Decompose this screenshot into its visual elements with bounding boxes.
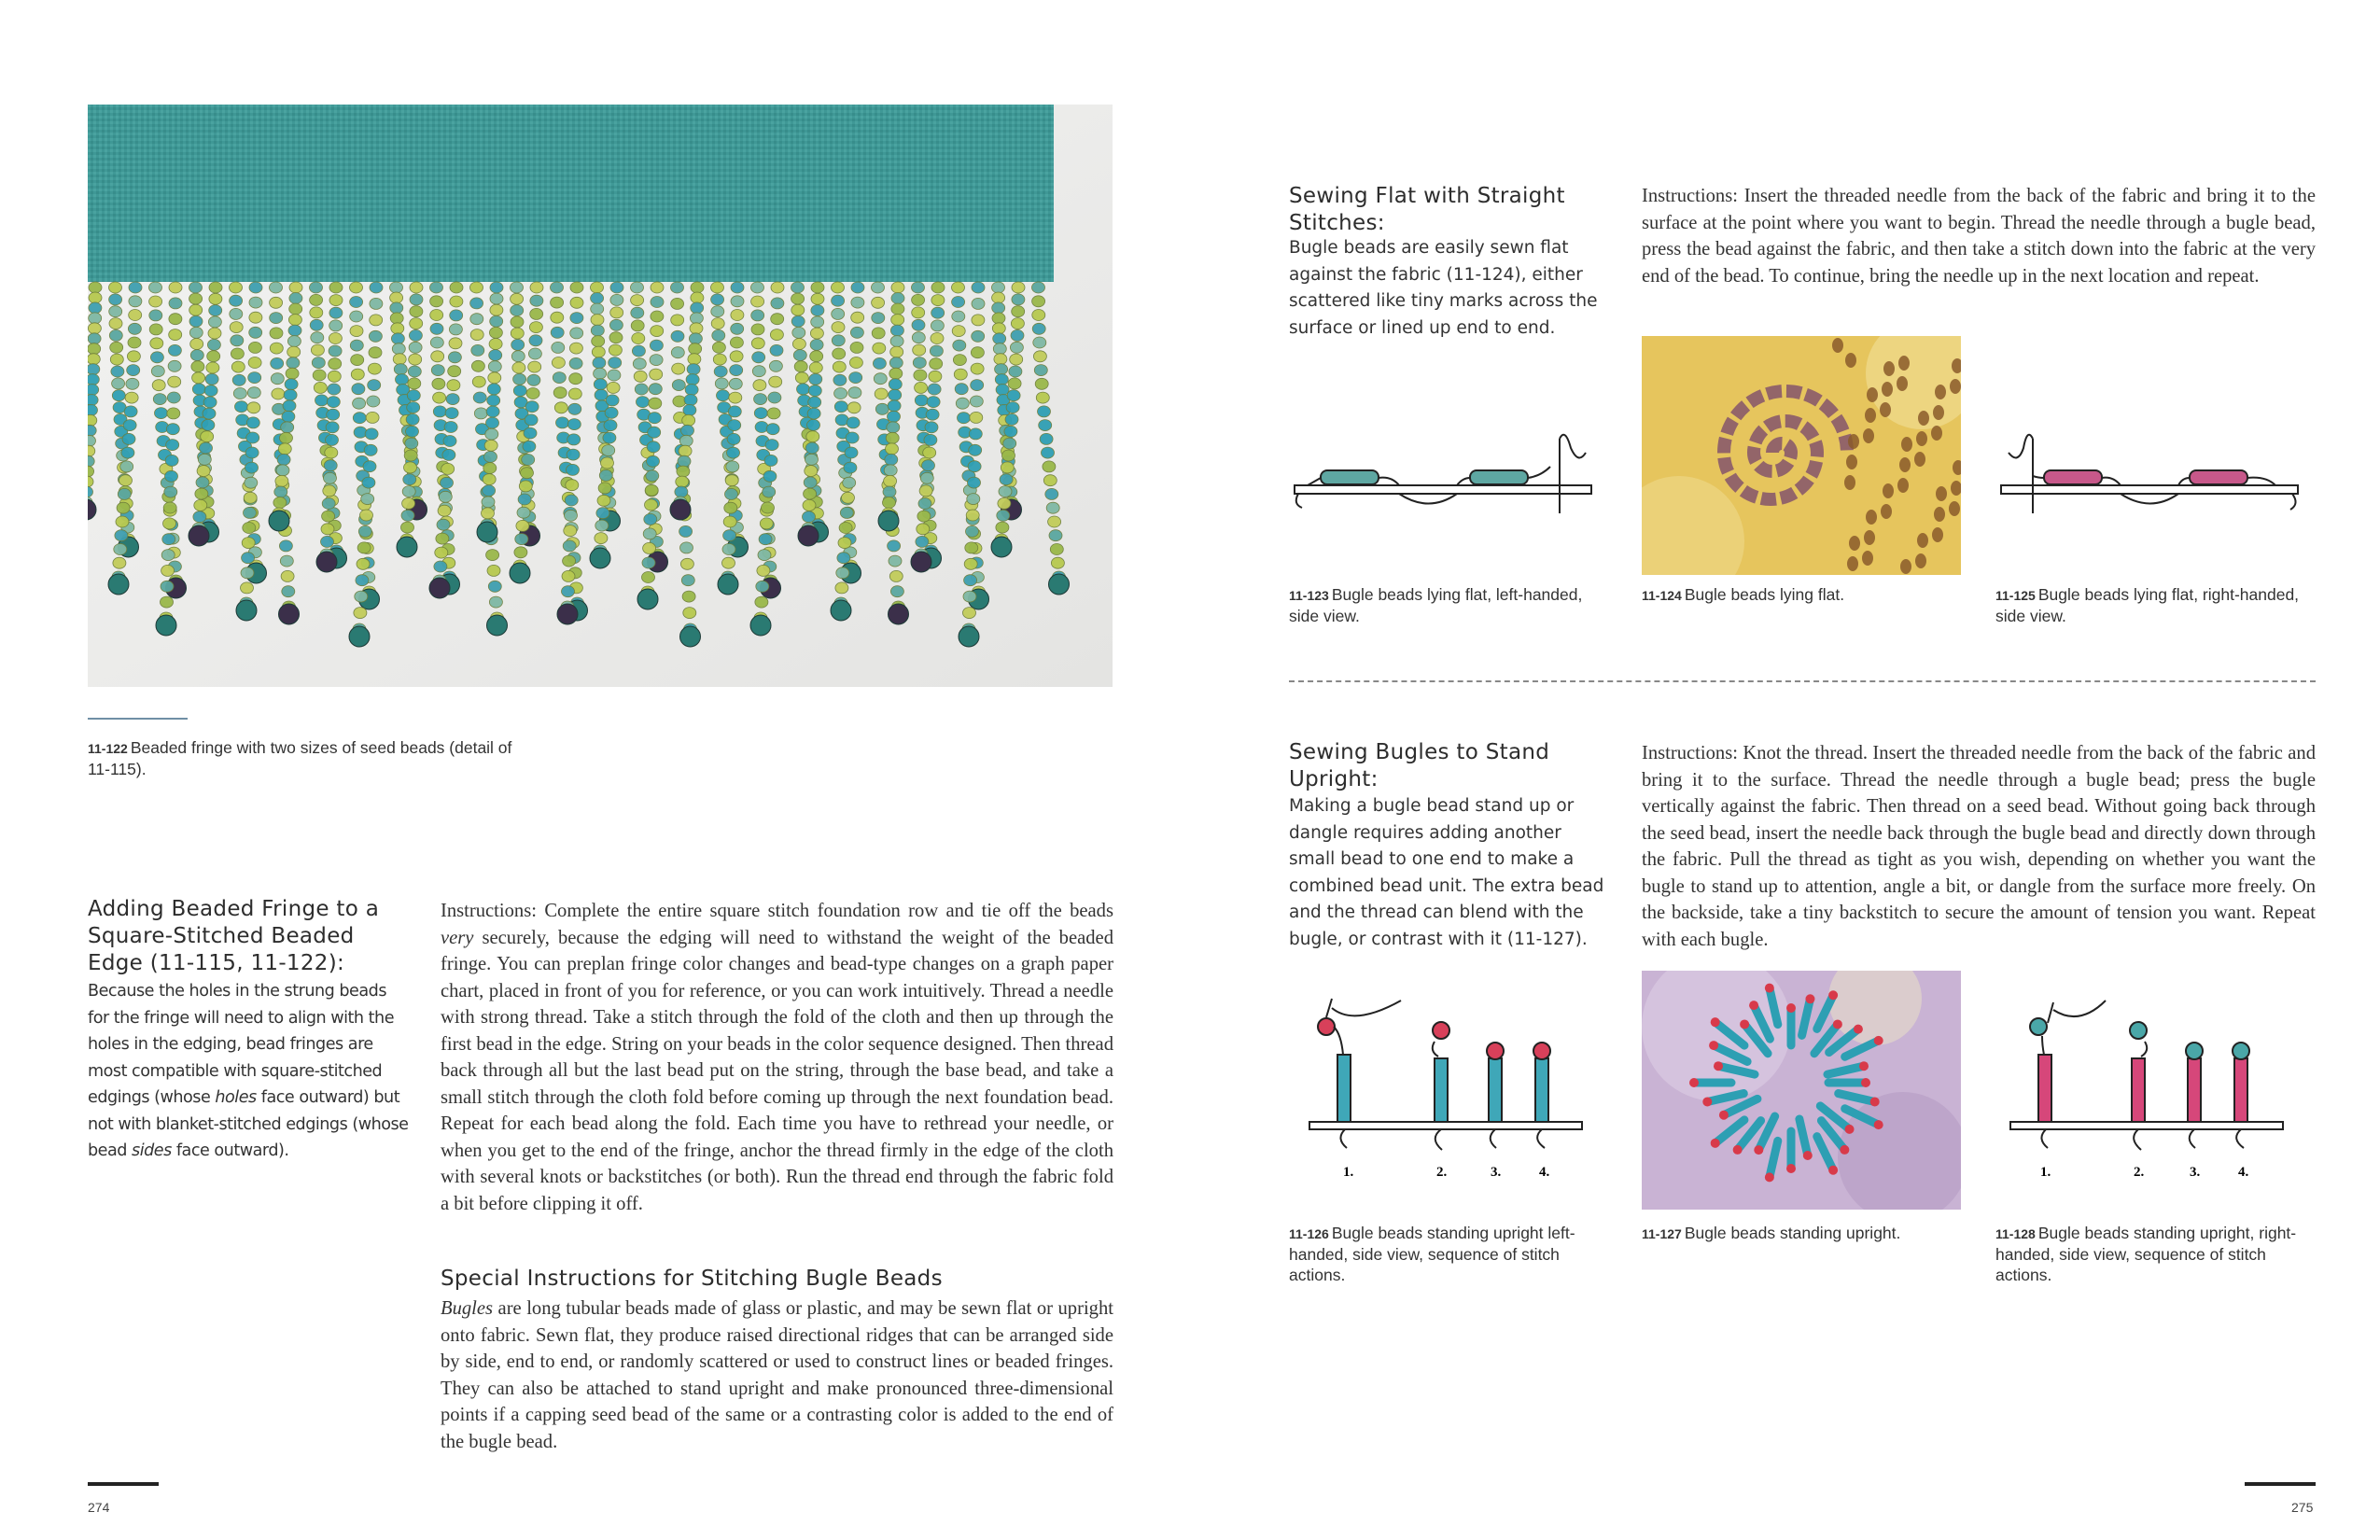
step-label: 4.	[1539, 1165, 1550, 1180]
section-heading-bugle-beads: Special Instructions for Stitching Bugle Beads	[441, 1267, 943, 1291]
section-divider	[1289, 680, 2316, 682]
diagram-flat-right-handed	[1995, 411, 2303, 532]
figure-caption-11-127: 11-127 Bugle beads standing upright.	[1642, 1224, 1901, 1242]
caption-rule	[88, 718, 188, 720]
diagram-upright-left-handed	[1289, 989, 1597, 1195]
sewing-flat-intro: Bugle beads are easily sewn flat against the fabric (11-124), either scattered like tiny marks across the surface or lined up end to end.	[1289, 238, 1598, 338]
step-label: 2.	[2134, 1165, 2145, 1180]
diagram-upright-right-handed	[1995, 989, 2303, 1195]
figure-caption-11-124: 11-124 Bugle beads lying flat.	[1642, 585, 1845, 604]
figure-caption-11-123: 11-123 Bugle beads lying flat, left-handed, side view.	[1289, 585, 1583, 625]
step-label: 3.	[1491, 1165, 1502, 1180]
sewing-upright-instructions: Instructions: Knot the thread. Insert the threaded needle from the back of the fabric and bring it to the surface. Thread the needle through a bugle bead; press the bugle vertically against the fabric. Then thread on a seed bead. Without going back through the seed bead, insert the needle back through the bugle bead and directly down through the fabric. Pull the thread as tight as you wish, depending on whether you want the bugle to stand up to attention, angle a bit, or dangle from the surface more freely. On the backside, take a tiny backstitch to secure the amount of tension you want. Repeat with each bugle.	[1642, 743, 2316, 950]
figure-caption-11-128: 11-128 Bugle beads standing upright, right-handed, side view, sequence of stitch actions.	[1995, 1224, 2297, 1284]
sewing-flat-instructions: Instructions: Insert the threaded needle from the back of the fabric and bring it to the surface at the point where you want to begin. Thread the needle through a bugle bead, press the bead against the fabric, and then take a stitch down into the fabric at the very end of the bead. To continue, bring the needle up in the next location and repeat.	[1642, 186, 2316, 287]
photo-bugle-beads-flat	[1642, 336, 1961, 575]
page-number-right: 275	[2291, 1500, 2314, 1515]
folio-rule-right	[2245, 1482, 2316, 1486]
folio-rule-left	[88, 1482, 159, 1486]
beaded-fringe-photo	[88, 105, 1113, 687]
photo-bugle-beads-upright	[1642, 971, 1961, 1210]
bugle-beads-text: Bugles are long tubular beads made of glass or plastic, and may be sewn flat or upright onto fabric. Sewn flat, they produce raised directional ridges that can be arranged side by side, end to end, or randomly scattered or used to construct lines or beaded fringes. They can also be attached to stand upright and make pronounced three-dimensional points if a capping seed bead of the same or a contrasting color is added to the end of the bugle bead.	[441, 1298, 1113, 1452]
figure-caption-11-122: 11-122 Beaded fringe with two sizes of seed beads (detail of 11-115).	[88, 738, 512, 778]
sewing-upright-intro: Making a bugle bead stand up or dangle requires adding another small bead to one end to make a combined bead unit. The extra bead and the thread can blend with the bugle, or contrast with it (11-127).	[1289, 796, 1604, 949]
step-label: 4.	[2238, 1165, 2249, 1180]
fringe-intro-text: Because the holes in the strung beads for the fringe will need to align with the holes in the edging, bead fringes are most compatible with square-stitched edgings (whose holes face outward) but not with blanket-stitched edgings (whose bead sides face outward).	[88, 982, 409, 1160]
step-label: 1.	[2040, 1165, 2051, 1180]
figure-caption-11-126: 11-126 Bugle beads standing upright left-handed, side view, sequence of stitch actions.	[1289, 1224, 1575, 1284]
step-label: 3.	[2190, 1165, 2201, 1180]
fringe-instructions-text: Instructions: Complete the entire square stitch foundation row and tie off the beads very securely, because the edging will need to withstand the weight of the beaded fringe. You can preplan fringe color changes and bead-type changes on a graph paper chart, placed in front of you for reference, or you can work intuitively. Thread a needle with strong thread. Take a stitch through the fold of the cloth and then up through the first bead in the edge. String on your beads in the color sequence designed. Then thread back through all but the last bead put on the string, through the base bead, and take a small stitch through the cloth fold before coming up through the next foundation bead. Repeat for each bead along the fold. Each time you have to rethread your needle, or when you get to the end of the fringe, anchor the thread firmly in the edge of the cloth with several knots or backstitches (or both). Run the thread end through the fabric fold a bit before clipping it off.	[441, 901, 1113, 1214]
step-label: 2.	[1436, 1165, 1448, 1180]
page-number-left: 274	[88, 1500, 110, 1515]
figure-caption-11-125: 11-125 Bugle beads lying flat, right-handed, side view.	[1995, 585, 2300, 625]
diagram-flat-left-handed	[1289, 411, 1597, 532]
section-heading-beaded-fringe: Adding Beaded Fringe to a Square-Stitched Beaded Edge (11-115, 11-122):	[88, 897, 380, 975]
section-heading-sewing-flat: Sewing Flat with Straight Stitches:	[1289, 184, 1565, 235]
section-heading-sewing-upright: Sewing Bugles to Stand Upright:	[1289, 740, 1550, 791]
step-label: 1.	[1343, 1165, 1354, 1180]
